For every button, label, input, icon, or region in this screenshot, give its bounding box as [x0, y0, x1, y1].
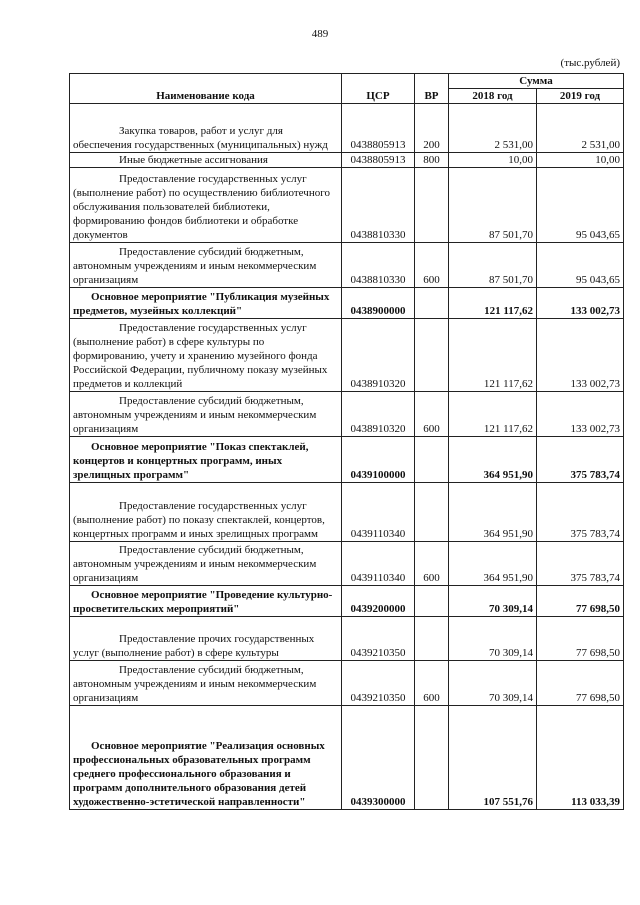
row-vr: 600	[415, 392, 449, 437]
row-2019: 95 043,65	[537, 243, 624, 288]
row-2018: 121 117,62	[449, 392, 537, 437]
row-csr: 0439200000	[342, 586, 415, 617]
row-vr: 600	[415, 243, 449, 288]
row-2019: 133 002,73	[537, 392, 624, 437]
table-row	[70, 153, 624, 168]
row-2018: 70 309,14	[449, 586, 537, 617]
row-2019: 113 033,39	[537, 706, 624, 810]
row-name: Основное мероприятие "Проведение культурно-просветительских мероприятий"	[73, 589, 333, 615]
units-note: (тыс.рублей)	[560, 57, 620, 69]
row-2018: 70 309,14	[449, 661, 537, 706]
table-row	[70, 437, 624, 483]
row-csr: 0438805913	[342, 104, 415, 153]
header-year-2018: 2018 год	[449, 89, 537, 104]
row-vr	[415, 483, 449, 542]
row-2018: 364 951,90	[449, 483, 537, 542]
header-vr: ВР	[415, 74, 449, 104]
row-vr: 800	[415, 153, 449, 168]
table-row	[70, 617, 624, 661]
row-2019: 375 783,74	[537, 437, 624, 483]
row-csr: 0438810330	[342, 243, 415, 288]
row-csr: 0439110340	[342, 483, 415, 542]
row-name: Предоставление субсидий бюджетным, автономным учреждениям и иным некоммерческим организациям	[73, 395, 317, 435]
row-2019: 375 783,74	[537, 542, 624, 586]
row-name: Предоставление прочих государственных услуг (выполнение работ) в сфере культуры	[73, 633, 315, 659]
table-row	[70, 586, 624, 617]
row-vr	[415, 586, 449, 617]
table-row	[70, 288, 624, 319]
row-2018: 70 309,14	[449, 617, 537, 661]
row-2018: 87 501,70	[449, 243, 537, 288]
row-csr: 0438805913	[342, 153, 415, 168]
row-vr	[415, 319, 449, 392]
row-name: Закупка товаров, работ и услуг для обеспечения государственных (муниципальных) нужд	[73, 125, 328, 151]
row-2018: 121 117,62	[449, 319, 537, 392]
row-2018: 87 501,70	[449, 168, 537, 243]
row-2018: 364 951,90	[449, 437, 537, 483]
row-name: Предоставление государственных услуг (выполнение работ) по показу спектаклей, концертов, концертных программ и иных зрелищных программ	[73, 500, 325, 540]
row-2018: 364 951,90	[449, 542, 537, 586]
row-name: Предоставление государственных услуг (выполнение работ) по осуществлению библиотечного обслуживания пользователей библиотеки, формированию фондов библиотеки и обработке документов	[73, 173, 330, 241]
row-2019: 10,00	[537, 153, 624, 168]
row-vr	[415, 168, 449, 243]
row-name: Основное мероприятие "Показ спектаклей, концертов и концертных программ, иных зрелищных программ"	[73, 441, 309, 481]
row-csr: 0439110340	[342, 542, 415, 586]
table-row	[70, 168, 624, 243]
row-csr: 0438910320	[342, 392, 415, 437]
row-vr: 200	[415, 104, 449, 153]
table-row	[70, 392, 624, 437]
page-number: 489	[311, 28, 329, 40]
header-name: Наименование кода	[70, 74, 342, 104]
row-csr: 0439100000	[342, 437, 415, 483]
row-2019: 77 698,50	[537, 661, 624, 706]
budget-table	[69, 73, 624, 810]
row-vr	[415, 617, 449, 661]
table-row	[70, 243, 624, 288]
row-name: Основное мероприятие "Реализация основных профессиональных образовательных программ среднего профессионального образования и программ дополнительного образования детей художественно-эстетической направленности"	[73, 740, 325, 808]
row-2019: 77 698,50	[537, 617, 624, 661]
row-2018: 107 551,76	[449, 706, 537, 810]
row-name: Предоставление государственных услуг (выполнение работ) в сфере культуры по формированию, учету и хранению музейного фонда Российской Федерации, публичному показу музейных предметов и коллекций	[73, 322, 328, 390]
row-name: Основное мероприятие "Публикация музейных предметов, музейных коллекций"	[73, 291, 330, 317]
row-name: Предоставление субсидий бюджетным, автономным учреждениям и иным некоммерческим организациям	[73, 664, 317, 704]
row-csr: 0439300000	[342, 706, 415, 810]
row-csr: 0439210350	[342, 617, 415, 661]
row-csr: 0439210350	[342, 661, 415, 706]
table-row	[70, 483, 624, 542]
row-csr: 0438900000	[342, 288, 415, 319]
row-vr: 600	[415, 661, 449, 706]
row-csr: 0438910320	[342, 319, 415, 392]
row-2019: 133 002,73	[537, 319, 624, 392]
table-row	[70, 542, 624, 586]
header-sum: Сумма	[449, 74, 624, 89]
header-csr: ЦСР	[342, 74, 415, 104]
row-vr: 600	[415, 542, 449, 586]
row-2019: 133 002,73	[537, 288, 624, 319]
row-name: Предоставление субсидий бюджетным, автономным учреждениям и иным некоммерческим организациям	[73, 246, 317, 286]
row-name: Предоставление субсидий бюджетным, автономным учреждениям и иным некоммерческим организациям	[73, 544, 317, 584]
row-vr	[415, 437, 449, 483]
row-name: Иные бюджетные ассигнования	[119, 154, 268, 166]
table-row	[70, 661, 624, 706]
row-2019: 95 043,65	[537, 168, 624, 243]
table-row	[70, 104, 624, 153]
row-2019: 2 531,00	[537, 104, 624, 153]
table-row	[70, 706, 624, 810]
row-vr	[415, 288, 449, 319]
row-2019: 375 783,74	[537, 483, 624, 542]
row-2019: 77 698,50	[537, 586, 624, 617]
row-2018: 10,00	[449, 153, 537, 168]
table-row	[70, 319, 624, 392]
row-2018: 121 117,62	[449, 288, 537, 319]
header-year-2019: 2019 год	[537, 89, 624, 104]
row-2018: 2 531,00	[449, 104, 537, 153]
row-csr: 0438810330	[342, 168, 415, 243]
row-vr	[415, 706, 449, 810]
